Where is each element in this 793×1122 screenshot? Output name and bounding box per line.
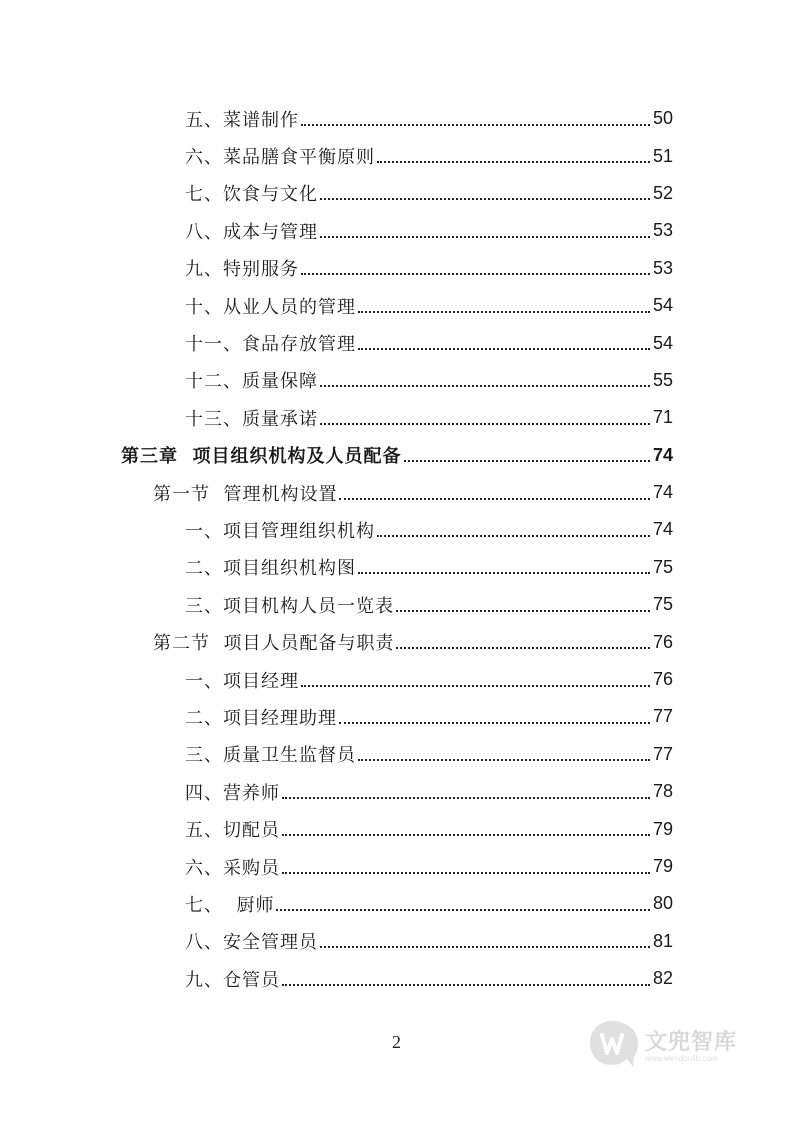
toc-entry-page: 81: [652, 930, 673, 951]
toc-entry[interactable]: [0, 885, 793, 922]
toc-dot-leader: [320, 946, 650, 948]
toc-dot-leader: [358, 311, 650, 313]
toc-dot-leader: [320, 385, 650, 387]
page-number: 2: [392, 1032, 401, 1052]
toc-entry[interactable]: [0, 474, 793, 511]
toc-dot-leader: [358, 759, 650, 761]
watermark-name: 文兜智库: [645, 1030, 738, 1055]
toc-dot-leader: [358, 348, 650, 350]
toc-entry-page: 54: [652, 295, 673, 316]
toc-entry-title: 三、质量卫生监督员: [185, 745, 356, 767]
toc-entry-page: 79: [652, 818, 673, 839]
toc-dot-leader: [282, 872, 650, 874]
toc-entry-title: 七、饮食与文化: [185, 184, 318, 206]
toc-dot-leader: [301, 685, 650, 687]
toc-entry[interactable]: [0, 923, 793, 960]
toc-dot-leader: [377, 161, 650, 163]
toc-entry-page: 74: [652, 444, 673, 465]
toc-entry-title: 十一、食品存放管理: [185, 334, 356, 356]
toc-entry-title: 八、安全管理员: [185, 932, 318, 954]
toc-entry-page: 55: [652, 369, 673, 390]
toc-entry[interactable]: [0, 287, 793, 324]
toc-dot-leader: [282, 984, 650, 986]
toc-entry-page: 78: [652, 781, 673, 802]
toc-entry-page: 74: [652, 519, 673, 540]
toc-dot-leader: [282, 834, 650, 836]
toc-entry-page: 80: [652, 893, 673, 914]
toc-dot-leader: [396, 647, 650, 649]
toc-dot-leader: [320, 423, 650, 425]
wendou-logo-icon: [585, 1017, 639, 1071]
toc-entry-title: 五、切配员: [185, 820, 280, 842]
toc-entry-title: 第一节 管理机构设置: [153, 483, 338, 505]
toc-entry-page: 53: [652, 257, 673, 278]
toc-entry-title: 第三章 项目组织机构及人员配备: [121, 446, 402, 468]
toc-entry-title: 一、项目管理组织机构: [185, 520, 375, 542]
toc-entry[interactable]: [0, 960, 793, 997]
toc-entry-title: 六、采购员: [185, 857, 280, 879]
toc-entry-title: 四、营养师: [185, 782, 280, 804]
toc-dot-leader: [358, 572, 650, 574]
toc-entry[interactable]: [0, 437, 793, 474]
toc-entry[interactable]: [0, 848, 793, 885]
toc-entry-page: 82: [652, 968, 673, 989]
toc-entry-page: 76: [652, 669, 673, 690]
toc-entry-title: 九、仓管员: [185, 969, 280, 991]
toc-entry-page: 52: [652, 182, 673, 203]
toc-entry-page: 75: [652, 594, 673, 615]
toc-entry-page: 50: [652, 108, 673, 129]
toc-entry[interactable]: [0, 100, 793, 137]
toc-dot-leader: [282, 797, 650, 799]
toc-entry-title: 第二节 项目人员配备与职责: [153, 633, 395, 655]
toc-entry-title: 二、项目经理助理: [185, 707, 337, 729]
toc-dot-leader: [339, 722, 650, 724]
toc-entry-page: 53: [652, 220, 673, 241]
toc-entry[interactable]: [0, 661, 793, 698]
toc-entry-title: 六、菜品膳食平衡原则: [185, 147, 375, 169]
watermark: [585, 1012, 755, 1076]
toc-entry-page: 76: [652, 631, 673, 652]
toc-entry-page: 71: [652, 407, 673, 428]
toc-entry[interactable]: [0, 511, 793, 548]
toc-entry[interactable]: [0, 212, 793, 249]
toc-dot-leader: [404, 460, 650, 462]
toc-entry[interactable]: [0, 810, 793, 847]
toc-entry-page: 77: [652, 743, 673, 764]
toc-dot-leader: [396, 610, 650, 612]
toc-entry-page: 54: [652, 332, 673, 353]
toc-entry[interactable]: [0, 549, 793, 586]
toc-dot-leader: [301, 273, 650, 275]
toc-dot-leader: [301, 124, 650, 126]
toc-entry-title: 一、项目经理: [185, 670, 299, 692]
toc-entry-title: 十二、质量保障: [185, 371, 318, 393]
toc-entry-page: 75: [652, 556, 673, 577]
toc-entry-title: 五、菜谱制作: [185, 109, 299, 131]
toc-entry[interactable]: [0, 362, 793, 399]
toc-entry[interactable]: [0, 324, 793, 361]
toc-entry[interactable]: [0, 137, 793, 174]
toc-entry[interactable]: [0, 773, 793, 810]
toc-entry-title: 七、 厨师: [185, 894, 275, 916]
toc-entry-page: 74: [652, 482, 673, 503]
toc-entry-title: 十、从业人员的管理: [185, 296, 356, 318]
toc-entry[interactable]: [0, 698, 793, 735]
toc-entry[interactable]: [0, 175, 793, 212]
toc-entry[interactable]: [0, 623, 793, 660]
toc-entry-title: 八、成本与管理: [185, 221, 318, 243]
toc-entry[interactable]: [0, 586, 793, 623]
toc-entry-page: 77: [652, 706, 673, 727]
toc-entry[interactable]: [0, 250, 793, 287]
watermark-url: www.wendoulib.com: [645, 1054, 718, 1063]
table-of-contents: [0, 100, 793, 997]
toc-dot-leader: [377, 535, 650, 537]
toc-entry[interactable]: [0, 736, 793, 773]
toc-dot-leader: [339, 498, 650, 500]
toc-dot-leader: [276, 909, 650, 911]
toc-entry-page: 51: [652, 145, 673, 166]
toc-entry-title: 九、特别服务: [185, 259, 299, 281]
toc-entry-title: 三、项目机构人员一览表: [185, 595, 394, 617]
toc-entry[interactable]: [0, 399, 793, 436]
toc-entry-title: 二、项目组织机构图: [185, 558, 356, 580]
toc-entry-page: 79: [652, 856, 673, 876]
toc-dot-leader: [320, 236, 650, 238]
toc-dot-leader: [320, 198, 650, 200]
toc-entry-title: 十三、质量承诺: [185, 408, 318, 430]
